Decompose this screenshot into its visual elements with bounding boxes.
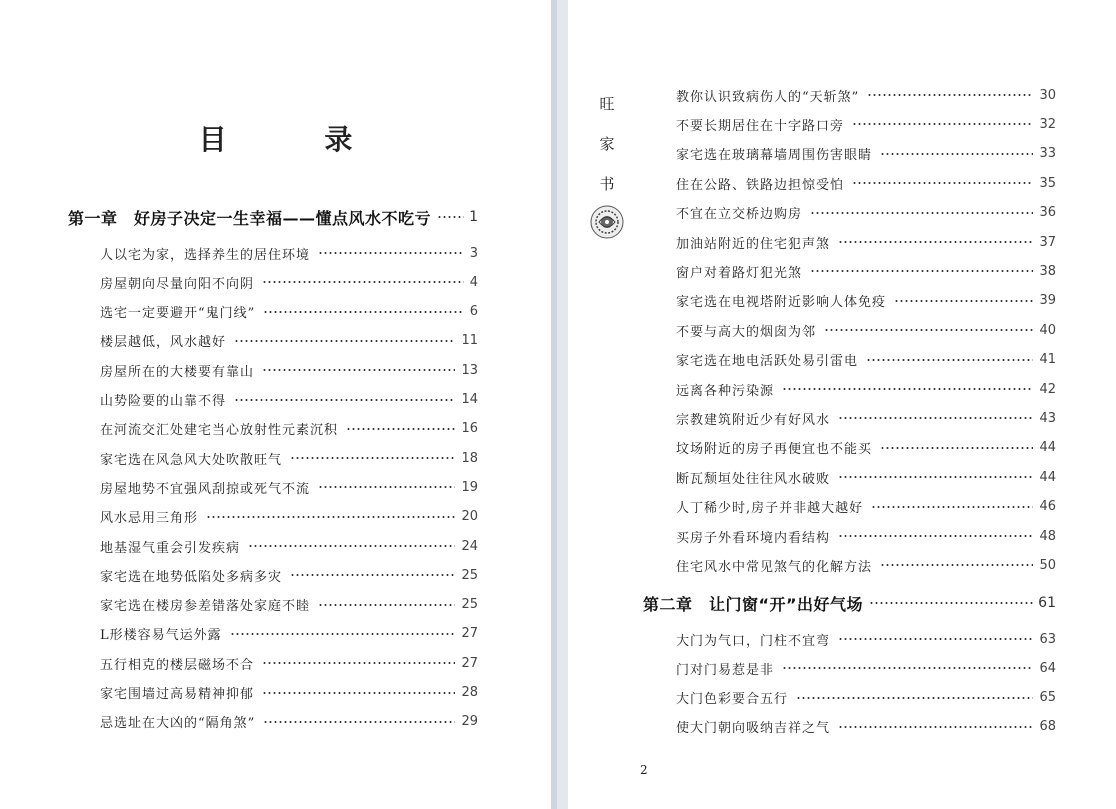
entry-label: 加油站附近的住宅犯声煞 — [676, 236, 831, 252]
page-number: 32 — [1039, 116, 1056, 132]
toc-entry[interactable] — [100, 535, 478, 557]
page-number: 28 — [461, 685, 478, 700]
dot-leader — [262, 281, 464, 283]
page-number: 3 — [469, 245, 478, 261]
entry-label: 五行相克的楼层磁场不合 — [100, 657, 255, 673]
dot-leader — [262, 369, 455, 371]
toc-entry[interactable] — [676, 687, 1056, 709]
toc-entry[interactable] — [676, 319, 1056, 341]
dot-leader — [838, 535, 1033, 537]
page-number: 41 — [1039, 352, 1056, 368]
entry-label: 人丁稀少时,房子并非越大越好 — [676, 501, 864, 517]
page-number: 42 — [1039, 381, 1056, 397]
side-title-char: 书 — [599, 175, 615, 193]
chapter-label: 第一章 好房子决定一生幸福——懂点风水不吃亏 — [68, 208, 432, 228]
toc-title: 目 录 — [198, 123, 397, 156]
entry-label: 楼层越低，风水越好 — [100, 335, 227, 351]
toc-entry[interactable] — [676, 437, 1056, 459]
page-number: 25 — [461, 567, 478, 583]
entry-label: 使大门朝向吸纳吉祥之气 — [676, 721, 831, 737]
page-number: 37 — [1039, 234, 1056, 250]
dot-leader — [810, 212, 1033, 214]
toc-entry[interactable] — [676, 496, 1056, 518]
entry-label: 大门为气口，门柱不宜弯 — [676, 633, 831, 649]
toc-entry[interactable] — [676, 113, 1056, 135]
page-number: 6 — [469, 304, 478, 320]
page-number: 43 — [1039, 410, 1056, 426]
toc-entry[interactable] — [676, 716, 1056, 738]
toc-entry[interactable] — [100, 359, 478, 381]
page-number: 18 — [461, 450, 478, 466]
dot-leader — [869, 602, 1033, 604]
dot-leader — [838, 638, 1033, 640]
page-number: 50 — [1039, 557, 1056, 573]
dot-leader — [318, 604, 455, 606]
dot-leader — [290, 574, 455, 576]
entry-label: 家宅选在电视塔附近影响人体免疫 — [676, 295, 887, 311]
entry-label: 不宜在立交桥边购房 — [676, 207, 803, 223]
toc-entry[interactable] — [676, 466, 1056, 488]
toc-entry[interactable] — [676, 525, 1056, 547]
dot-leader — [867, 94, 1033, 96]
dot-leader — [796, 697, 1033, 699]
dot-leader — [346, 428, 455, 430]
toc-entry[interactable] — [100, 623, 478, 645]
entry-label: 家宅选在玻璃幕墙周围伤害眼睛 — [676, 148, 873, 164]
page-number: 35 — [1039, 175, 1056, 191]
page-number: 48 — [1039, 528, 1056, 544]
page-number: 46 — [1039, 499, 1056, 515]
dot-leader — [824, 329, 1033, 331]
dot-leader — [871, 506, 1033, 508]
toc-entry[interactable] — [100, 652, 478, 674]
entry-label: 家宅选在风急风大处吹散旺气 — [100, 452, 283, 468]
entry-label: 忌选址在大凶的“隔角煞” — [100, 716, 256, 732]
dot-leader — [810, 270, 1033, 272]
toc-entry[interactable] — [676, 143, 1056, 165]
dot-leader — [262, 692, 455, 694]
entry-label: 坟场附近的房子再便宜也不能买 — [676, 442, 873, 458]
dot-leader — [838, 726, 1033, 728]
page-number: 63 — [1039, 631, 1056, 647]
dot-leader — [838, 417, 1033, 419]
entry-label: 不要长期居住在十字路口旁 — [676, 118, 845, 134]
page-number: 30 — [1039, 87, 1056, 103]
page-number: 1 — [469, 209, 478, 225]
page-number: 36 — [1039, 205, 1056, 221]
page-number: 27 — [461, 626, 478, 642]
entry-label: 家宅选在楼房参差错落处家庭不睦 — [100, 599, 311, 615]
toc-entry[interactable] — [100, 271, 478, 293]
toc-entry[interactable] — [676, 84, 1056, 106]
toc-entry[interactable] — [100, 476, 478, 498]
dot-leader — [262, 662, 455, 664]
dot-leader — [263, 721, 455, 723]
dot-leader — [880, 564, 1033, 566]
toc-entry[interactable] — [100, 418, 478, 440]
dot-leader — [880, 447, 1033, 449]
entry-label: L形楼容易气运外露 — [100, 628, 222, 644]
dot-leader — [234, 399, 455, 401]
toc-entry[interactable] — [676, 378, 1056, 400]
entry-label: 家宅选在地势低陷处多病多灾 — [100, 569, 283, 585]
dot-leader — [230, 633, 456, 635]
toc-entry[interactable] — [676, 628, 1056, 650]
entry-label: 房屋地势不宜强风刮掠或死气不流 — [100, 481, 311, 497]
entry-label: 大门色彩要合五行 — [676, 692, 789, 708]
dot-leader — [852, 182, 1033, 184]
page-number: 25 — [461, 597, 478, 613]
dot-leader — [248, 545, 455, 547]
page-number: 61 — [1038, 595, 1056, 611]
toc-entry[interactable] — [676, 407, 1056, 429]
dot-leader — [852, 123, 1033, 125]
entry-label: 风水忌用三角形 — [100, 511, 199, 527]
page-number: 33 — [1039, 146, 1056, 162]
entry-label: 地基湿气重会引发疾病 — [100, 540, 241, 556]
page-number: 4 — [469, 274, 478, 290]
page-number: 24 — [461, 538, 478, 554]
ornament-emblem-icon — [589, 204, 625, 240]
dot-leader — [206, 516, 455, 518]
side-title-char: 家 — [599, 135, 615, 153]
page-gutter — [551, 0, 557, 809]
dot-leader — [318, 486, 455, 488]
page-number: 44 — [1039, 440, 1056, 456]
page-number: 27 — [461, 655, 478, 671]
entry-label: 人以宅为家，选择养生的居住环境 — [100, 247, 311, 263]
toc-entry[interactable] — [100, 594, 478, 616]
toc-entry[interactable] — [676, 202, 1056, 224]
entry-label: 门对门易惹是非 — [676, 662, 775, 678]
page-number: 11 — [461, 333, 478, 349]
toc-entry[interactable] — [676, 657, 1056, 679]
page-number: 13 — [461, 362, 478, 378]
page-number: 65 — [1039, 690, 1056, 706]
entry-label: 选宅一定要避开“鬼门线” — [100, 306, 256, 322]
dot-leader — [894, 300, 1033, 302]
toc-entry[interactable] — [676, 349, 1056, 371]
page-number: 19 — [461, 479, 478, 495]
page-number: 39 — [1039, 293, 1056, 309]
dot-leader — [866, 359, 1033, 361]
entry-label: 宗教建筑附近少有好风水 — [676, 412, 831, 428]
page-number: 14 — [461, 392, 478, 407]
entry-label: 断瓦颓垣处往往风水破败 — [676, 471, 831, 487]
page-number: 38 — [1039, 263, 1056, 279]
toc-entry[interactable] — [100, 330, 478, 352]
chapter-2-heading[interactable] — [643, 590, 1056, 616]
toc-entry[interactable] — [676, 260, 1056, 282]
toc-entry[interactable] — [100, 242, 478, 264]
folio-page-number: 2 — [640, 763, 648, 777]
entry-label: 远离各种污染源 — [676, 383, 775, 399]
side-title-char: 旺 — [599, 95, 615, 113]
entry-label: 教你认识致病伤人的“天斩煞” — [676, 89, 860, 105]
toc-entry[interactable] — [100, 506, 478, 528]
toc-entry[interactable] — [100, 682, 478, 704]
toc-entry[interactable] — [676, 231, 1056, 253]
entry-label: 家宅选在地电活跃处易引雷电 — [676, 354, 859, 370]
dot-leader — [782, 667, 1033, 669]
dot-leader — [782, 388, 1033, 390]
toc-entry[interactable] — [676, 290, 1056, 312]
page-number: 44 — [1039, 469, 1056, 485]
toc-entry[interactable] — [100, 447, 478, 469]
dot-leader — [318, 252, 464, 254]
entry-label: 住在公路、铁路边担惊受怕 — [676, 177, 845, 193]
dot-leader — [290, 457, 455, 459]
entry-label: 房屋所在的大楼要有靠山 — [100, 364, 255, 380]
entry-label: 山势险要的山靠不得 — [100, 394, 227, 409]
page-number: 68 — [1039, 719, 1056, 735]
page-number: 64 — [1039, 660, 1056, 676]
dot-leader — [437, 216, 464, 218]
entry-label: 住宅风水中常见煞气的化解方法 — [676, 559, 873, 575]
entry-label: 家宅围墙过高易精神抑郁 — [100, 687, 255, 702]
entry-label: 不要与高大的烟囱为邻 — [676, 324, 817, 340]
toc-entry[interactable] — [676, 554, 1056, 576]
toc-entry[interactable] — [100, 564, 478, 586]
running-side-title — [592, 84, 622, 204]
page-number: 16 — [461, 421, 478, 437]
dot-leader — [838, 476, 1033, 478]
page-number: 40 — [1039, 322, 1056, 338]
toc-entry[interactable] — [676, 172, 1056, 194]
chapter-label: 第二章 让门窗“开”出好气场 — [643, 594, 864, 614]
dot-leader — [234, 340, 455, 342]
right-page — [568, 0, 1116, 809]
entry-label: 房屋朝向尽量向阳不向阴 — [100, 276, 255, 292]
entry-label: 在河流交汇处建宅当心放射性元素沉积 — [100, 423, 339, 439]
dot-leader — [838, 241, 1033, 243]
chapter-1-heading[interactable] — [68, 204, 478, 230]
page-number: 29 — [461, 714, 478, 730]
toc-entry[interactable] — [100, 301, 478, 323]
toc-entry[interactable] — [100, 389, 478, 411]
entry-label: 买房子外看环境内看结构 — [676, 530, 831, 546]
dot-leader — [880, 153, 1033, 155]
page-number: 20 — [461, 509, 478, 525]
toc-entry[interactable] — [100, 711, 478, 733]
dot-leader — [263, 311, 463, 313]
entry-label: 窗户对着路灯犯光煞 — [676, 265, 803, 281]
left-page — [0, 0, 551, 809]
